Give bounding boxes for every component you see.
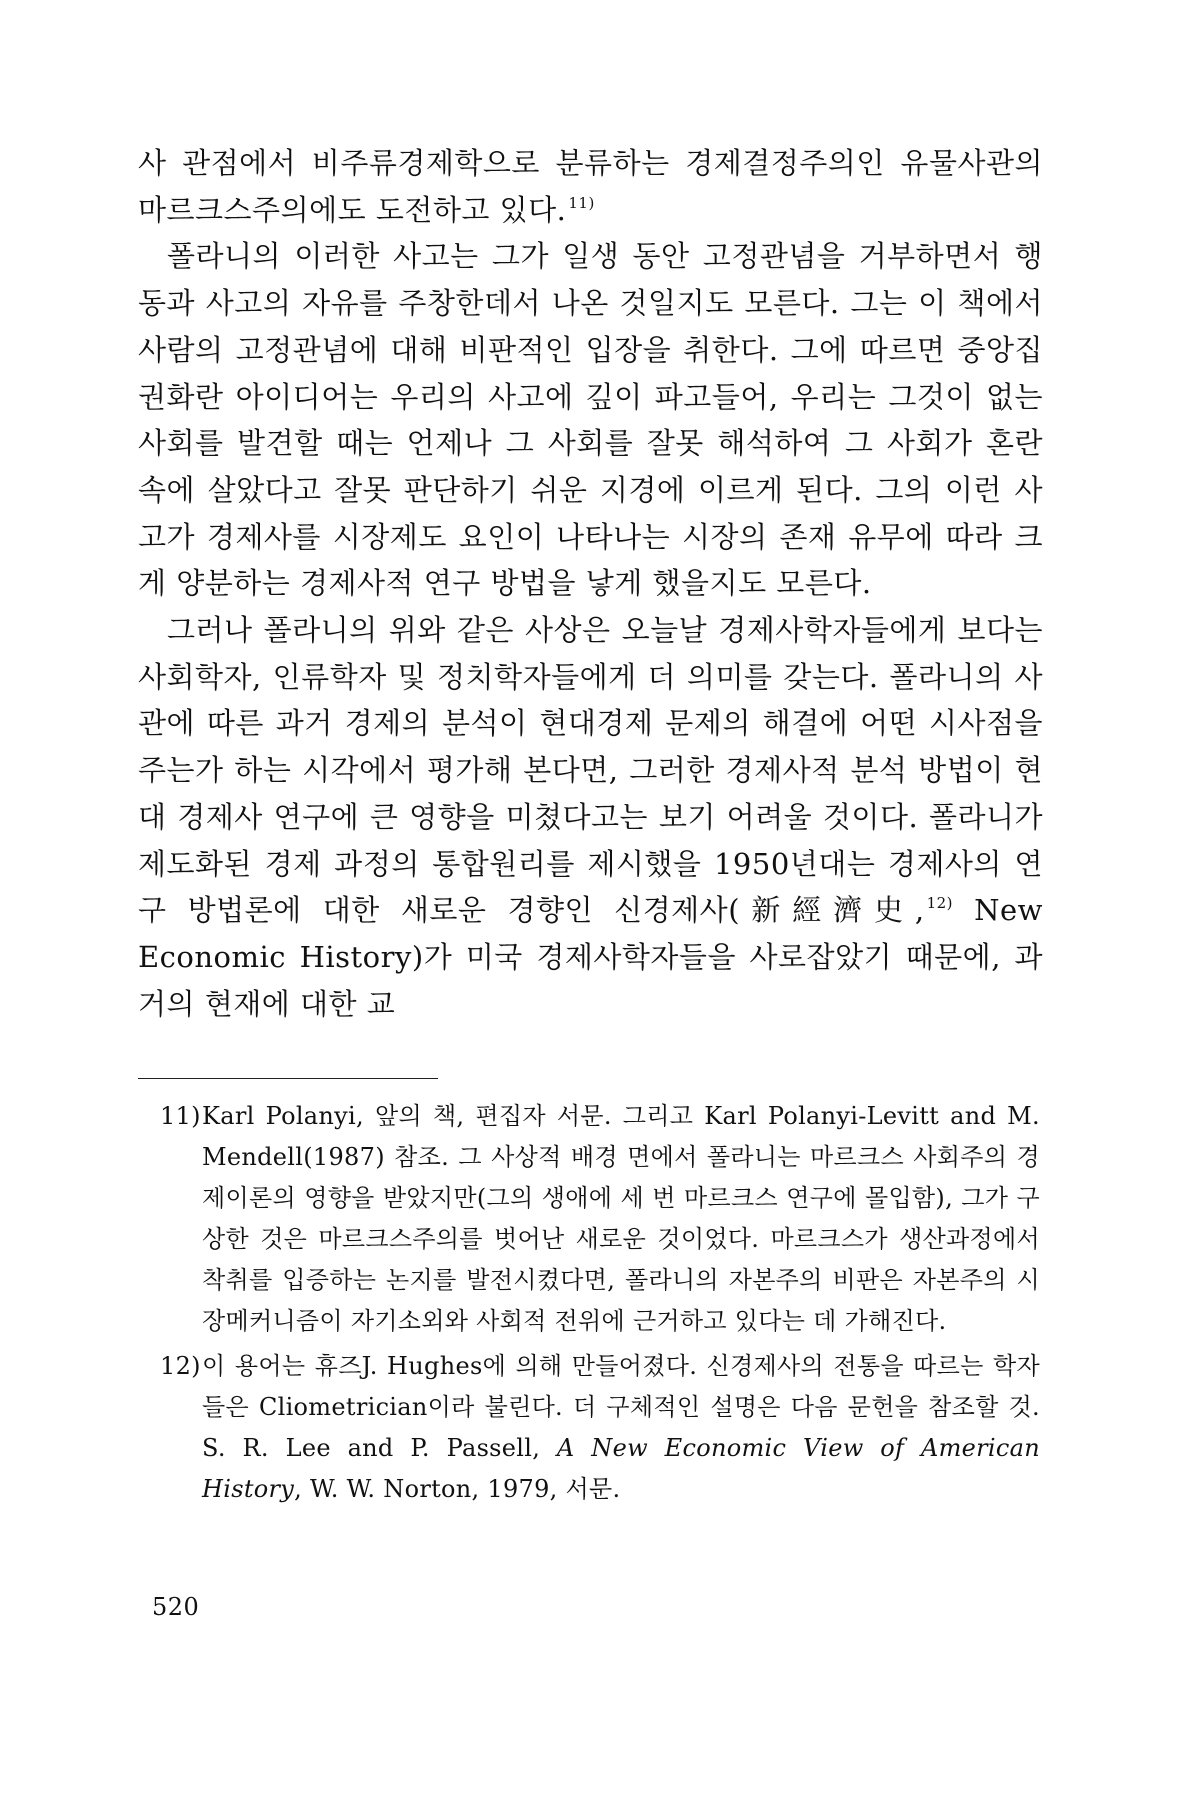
page-number: 520 (152, 1593, 200, 1621)
footnote-divider (138, 1078, 438, 1079)
footnote-12-body (202, 1346, 1040, 1510)
footnotes (160, 1096, 1040, 1514)
paragraph-3 (138, 607, 1043, 1027)
footnote-12 (160, 1346, 1040, 1510)
paragraph-3-text-a: 그러나 폴라니의 위와 같은 사상은 오늘날 경제사학자들에게 보다는 사회학자, 인류학자 및 정치학자들에게 더 의미를 갖는다. 폴라니의 사관에 따른 과거 경제의 분석이 현대경제 문제의 해결에 어떤 시사점을 주는가 하는 시각에서 평가해 본다면, 그러한 경제사적 분석 방법이 현대 경제사 연구에 큰 영향을 미쳤다고는 보기 어려울 것이다. 폴라니가 제도화된 경제 과정의 통합원리를 제시했을 1950년대는 경제사의 연구 방법론에 대한 새로운 경향인 신경제사(新經濟史, (138, 613, 1043, 928)
footnote-12-book-title: A New Economic View of American History (202, 1434, 1040, 1503)
main-text (138, 140, 1043, 1027)
footnote-11-number: 11) (160, 1102, 201, 1130)
footnote-ref-11[interactable]: 11) (568, 193, 595, 212)
footnote-12-text-a: 이 용어는 휴즈J. Hughes에 의해 만들어졌다. 신경제사의 전통을 따르는 학자들은 Cliometrician이라 불린다. 더 구체적인 설명은 다음 문헌을 참조할 것. S. R. Lee and P. Passell, (202, 1352, 1040, 1462)
footnote-ref-12[interactable]: 12) (926, 894, 954, 913)
paragraph-2: 폴라니의 이러한 사고는 그가 일생 동안 고정관념을 거부하면서 행동과 사고의 자유를 주창한데서 나온 것일지도 모른다. 그는 이 책에서 사람의 고정관념에 대해 비판적인 입장을 취한다. 그에 따르면 중앙집권화란 아이디어는 우리의 사고에 깊이 파고들어, 우리는 그것이 없는 사회를 발견할 때는 언제나 그 사회를 잘못 해석하여 그 사회가 혼란 속에 살았다고 잘못 판단하기 쉬운 지경에 이르게 된다. 그의 이런 사고가 경제사를 시장제도 요인이 나타나는 시장의 존재 유무에 따라 크게 양분하는 경제사적 연구 방법을 낳게 했을지도 모른다. (138, 239, 1043, 601)
paragraph-1-text: 사 관점에서 비주류경제학으로 분류하는 경제결정주의인 유물사관의 마르크스주의에도 도전하고 있다. (138, 146, 1043, 227)
footnote-11 (160, 1096, 1040, 1342)
footnote-12-number: 12) (160, 1352, 201, 1380)
paragraph-1 (138, 140, 1043, 233)
footnote-12-text-b: , W. W. Norton, 1979, 서문. (294, 1475, 621, 1503)
footnote-11-text: Karl Polanyi, 앞의 책, 편집자 서문. 그리고 Karl Polanyi-Levitt and M. Mendell(1987) 참조. 그 사상적 배경 면에서 폴라니는 마르크스 사회주의 경제이론의 영향을 받았지만(그의 생애에 세 번 마르크스 연구에 몰입함), 그가 구상한 것은 마르크스주의를 벗어난 새로운 것이었다. 마르크스가 생산과정에서 착취를 입증하는 논지를 발전시켰다면, 폴라니의 자본주의 비판은 자본주의 시장메커니즘이 자기소외와 사회적 전위에 근거하고 있다는 데 가해진다. (202, 1102, 1040, 1335)
paragraph-3-text-b: New Economic History)가 미국 경제사학자들을 사로잡았기 때문에, 과거의 현재에 대한 교 (138, 893, 1043, 1021)
